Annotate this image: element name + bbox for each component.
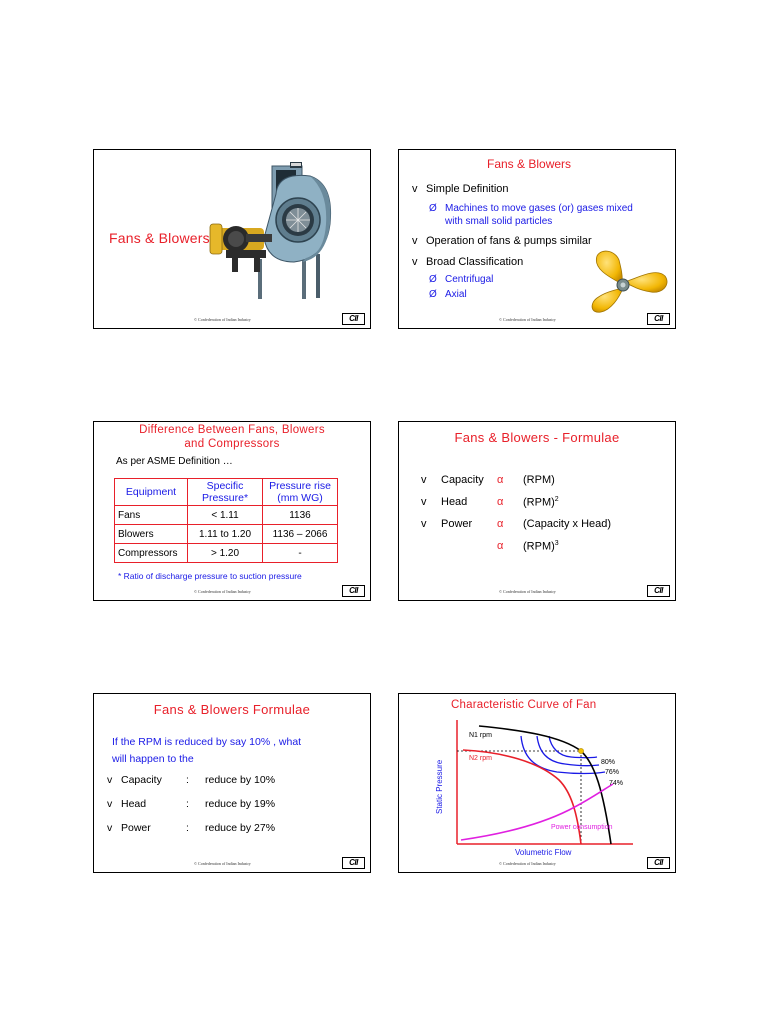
- effect-label-power: Power: [121, 822, 151, 834]
- formula-value-power: (Capacity x Head): [523, 518, 612, 530]
- sub-bullet-centrifugal: Centrifugal: [445, 274, 494, 285]
- header-equipment: Equipment: [115, 479, 188, 506]
- label-n2-rpm: N2 rpm: [469, 755, 492, 762]
- footer-copyright: © Confederation of Indian Industry: [499, 317, 556, 322]
- footer-copyright: © Confederation of Indian Industry: [194, 861, 251, 866]
- cell-specific: > 1.20: [188, 544, 263, 563]
- cii-logo: CII: [342, 857, 365, 869]
- cii-logo: CII: [647, 313, 670, 325]
- cell-specific: < 1.11: [188, 506, 263, 525]
- formula-label-power: Power: [441, 518, 473, 530]
- bullet-marker: v: [107, 822, 113, 834]
- sub-bullet-marker: Ø: [429, 289, 437, 300]
- formula-value-power-rpm: (RPM)$^3$: [523, 540, 559, 553]
- colon: :: [186, 822, 189, 834]
- footer-copyright: © Confederation of Indian Industry: [499, 589, 556, 594]
- slide-subtitle: As per ASME Definition …: [116, 456, 233, 467]
- operating-point: [578, 748, 583, 753]
- slide-title: Fans & Blowers: [487, 157, 572, 171]
- bullet-marker: v: [421, 474, 427, 486]
- slide-characteristic-curve: [398, 693, 676, 873]
- sub-bullet-axial: Axial: [445, 289, 467, 300]
- slide-title-line2: and Compressors: [184, 438, 280, 450]
- slide-title: Fans & Blowers Formulae: [153, 702, 311, 717]
- effect-value-capacity: reduce by 10%: [205, 774, 276, 786]
- slide-fans-blowers-definition: [398, 149, 676, 329]
- x-axis-label: Volumetric Flow: [515, 848, 572, 857]
- label-efficiency-76: 76%: [605, 769, 620, 776]
- intro-line2: will happen to the: [112, 753, 194, 765]
- propeller-image: [585, 246, 671, 322]
- sub-bullet-definition-line2: with small solid particles: [445, 216, 553, 227]
- alpha-symbol: α: [497, 540, 504, 552]
- cii-logo: CII: [342, 313, 365, 325]
- effect-value-power: reduce by 27%: [205, 822, 276, 834]
- bullet-marker: v: [107, 798, 113, 810]
- label-efficiency-80: 80%: [601, 759, 616, 766]
- slide-difference-table: [93, 421, 371, 601]
- label-n1-rpm: N1 rpm: [469, 732, 492, 739]
- characteristic-curve-diagram: [399, 694, 675, 872]
- table-header-row: [115, 479, 338, 506]
- formula-label-head: Head: [441, 496, 468, 508]
- sub-bullet-definition-line1: Machines to move gases (or) gases mixed: [445, 203, 633, 214]
- slide-fans-blowers-intro: [93, 149, 371, 329]
- header-pressure-rise: Pressure rise (mm WG): [263, 479, 338, 506]
- y-axis-label: Static Pressure: [435, 759, 444, 814]
- cii-logo: CII: [647, 585, 670, 597]
- formula-label-capacity: Capacity: [441, 474, 484, 486]
- cell-specific: 1.11 to 1.20: [188, 525, 263, 544]
- effect-value-head: reduce by 19%: [205, 798, 276, 810]
- blower-photo: [206, 154, 336, 304]
- cell-equipment: Blowers: [115, 525, 188, 544]
- header-specific-pressure: Specific Pressure*: [188, 479, 263, 506]
- cii-logo: CII: [647, 857, 670, 869]
- bullet-marker: v: [421, 518, 427, 530]
- colon: :: [186, 774, 189, 786]
- bullet-marker: v: [412, 235, 418, 247]
- exponent: 2: [554, 496, 559, 503]
- bullet-simple-definition: Simple Definition: [426, 183, 509, 195]
- footer-copyright: © Confederation of Indian Industry: [194, 317, 251, 322]
- label-efficiency-74: 74%: [609, 780, 624, 787]
- bullet-broad-classification: Broad Classification: [426, 256, 524, 268]
- bullet-marker: v: [412, 256, 418, 268]
- table-row: [115, 544, 338, 563]
- footer-copyright: © Confederation of Indian Industry: [194, 589, 251, 594]
- table-row: [115, 525, 338, 544]
- sub-bullet-marker: Ø: [429, 203, 437, 214]
- footer-copyright: © Confederation of Indian Industry: [499, 861, 556, 866]
- exponent: 3: [554, 540, 559, 547]
- table-row: [115, 506, 338, 525]
- bullet-marker: v: [421, 496, 427, 508]
- formula-value-head: (RPM)$^2$: [523, 496, 559, 509]
- bullet-operation: Operation of fans & pumps similar: [426, 235, 592, 247]
- cii-logo: CII: [342, 585, 365, 597]
- formula-value-capacity: (RPM): [523, 474, 555, 486]
- bullet-marker: v: [107, 774, 113, 786]
- slide-rpm-reduction: [93, 693, 371, 873]
- cell-equipment: Compressors: [115, 544, 188, 563]
- cell-rise: 1136: [263, 506, 338, 525]
- effect-label-capacity: Capacity: [121, 774, 162, 786]
- intro-line1: If the RPM is reduced by say 10% , what: [112, 736, 302, 748]
- slide-title-line1: Difference Between Fans, Blowers: [139, 424, 325, 436]
- effect-label-head: Head: [121, 798, 147, 810]
- cell-rise: -: [263, 544, 338, 563]
- cell-rise: 1136 – 2066: [263, 525, 338, 544]
- difference-table: [114, 478, 338, 563]
- cell-equipment: Fans: [115, 506, 188, 525]
- slide-formulae: [398, 421, 676, 601]
- power-consumption-curve: [461, 784, 613, 840]
- colon: :: [186, 798, 189, 810]
- slide-title: Fans & Blowers - Formulae: [454, 430, 620, 445]
- slide-title: Characteristic Curve of Fan: [451, 699, 597, 711]
- alpha-symbol: α: [497, 474, 504, 486]
- alpha-symbol: α: [497, 496, 504, 508]
- slide-title: Fans & Blowers: [109, 230, 210, 246]
- sub-bullet-marker: Ø: [429, 274, 437, 285]
- label-power-consumption: Power consumption: [551, 824, 613, 831]
- table-footnote: * Ratio of discharge pressure to suction pressure: [118, 571, 302, 581]
- alpha-symbol: α: [497, 518, 504, 530]
- bullet-marker: v: [412, 183, 418, 195]
